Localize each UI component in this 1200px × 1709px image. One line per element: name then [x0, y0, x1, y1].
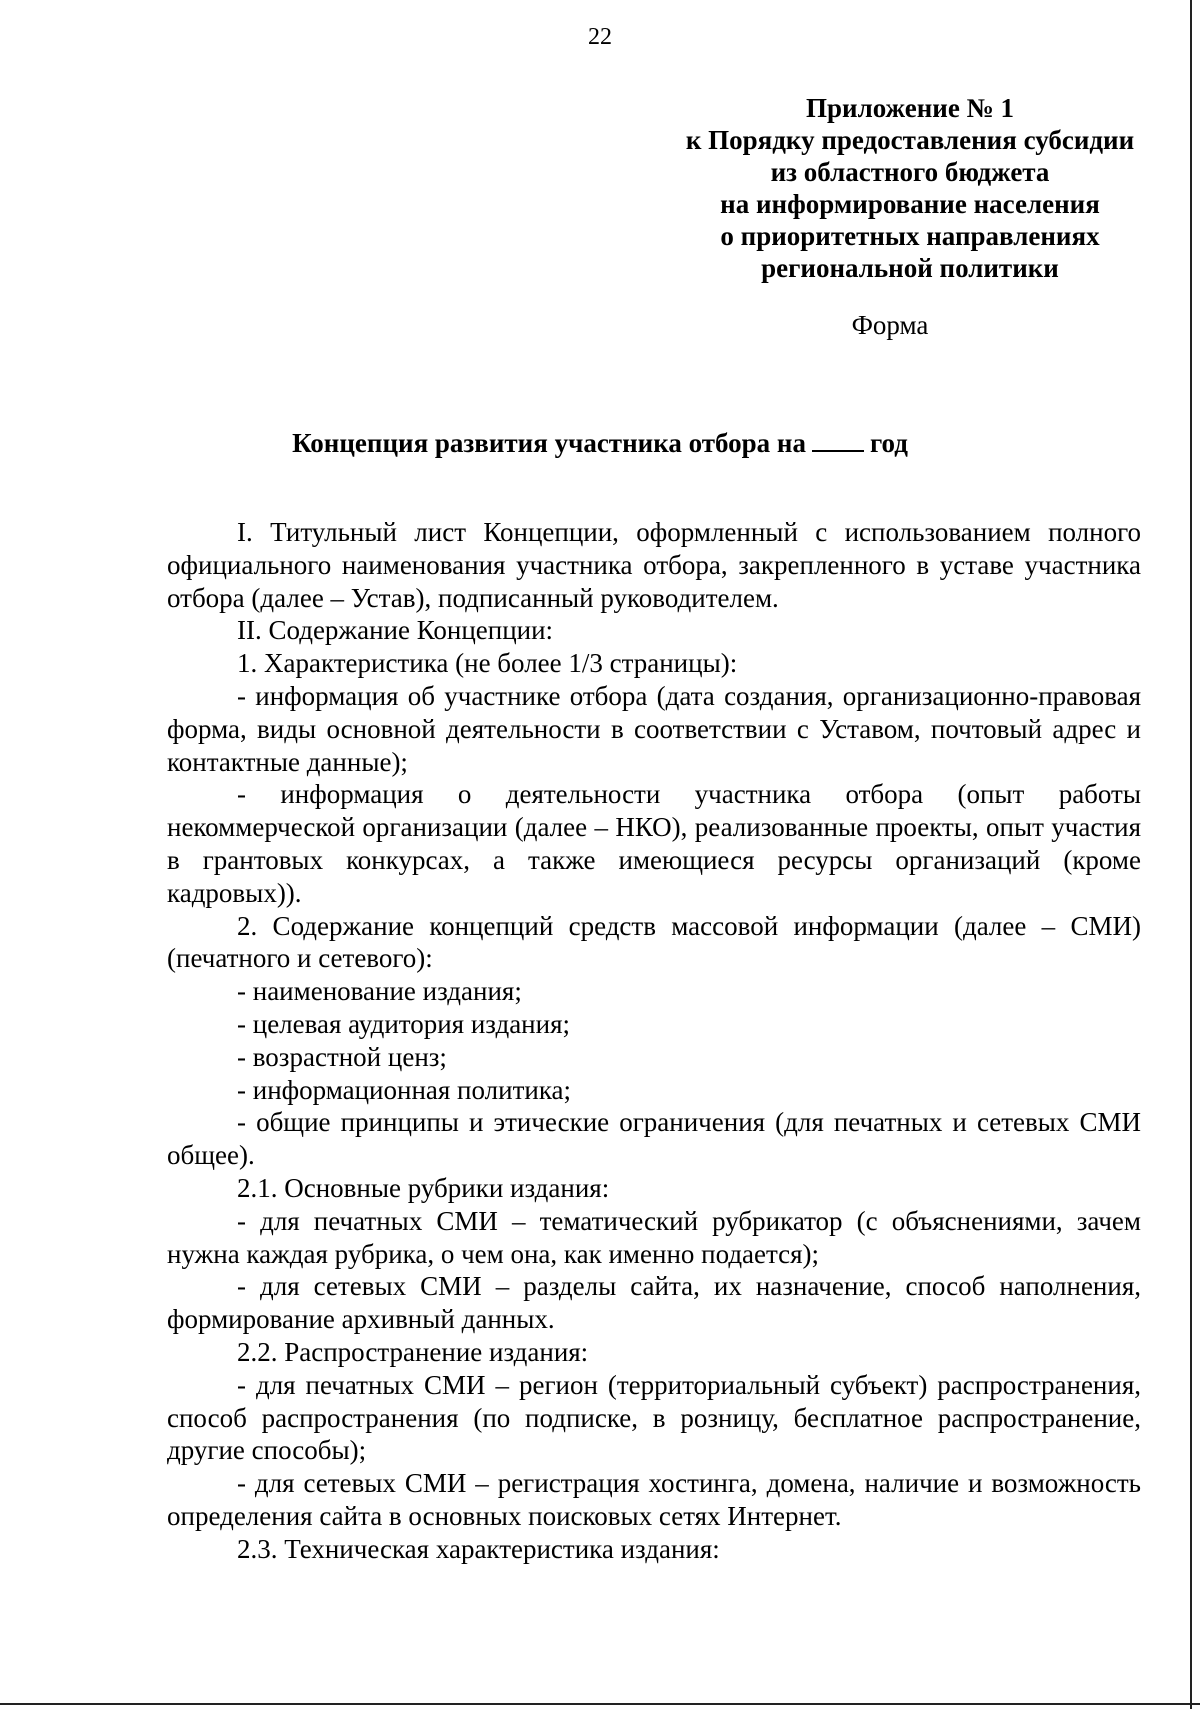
paragraph: 1. Характеристика (не более 1/3 страницы):: [237, 648, 738, 679]
paragraph: - общие принципы и этические ограничения (для печатных и сетевых СМИ общее).: [167, 1107, 1141, 1171]
title-suffix: год: [869, 428, 908, 458]
paragraph: - возрастной ценз;: [237, 1041, 447, 1072]
paragraph: - целевая аудитория издания;: [237, 1008, 571, 1039]
appendix-line: к Порядку предоставления субсидии: [685, 125, 1135, 155]
appendix-line: из областного бюджета: [770, 157, 1050, 187]
paragraph: 2.3. Техническая характеристика издания:: [237, 1533, 720, 1564]
paragraph: - для сетевых СМИ – разделы сайта, их назначение, способ наполнения, формирование архивный данных.: [167, 1271, 1141, 1335]
page-number: 22: [588, 24, 612, 50]
appendix-line: на информирование населения: [720, 189, 1100, 219]
appendix-line: региональной политики: [761, 253, 1059, 283]
paragraph: - для печатных СМИ – тематический рубрикатор (с объяснениями, зачем нужна каждая рубрика, о чем она, как именно подается);: [167, 1205, 1141, 1269]
year-blank-line: [812, 428, 864, 452]
document-title: [0, 428, 1200, 459]
paragraph: 2. Содержание концепций средств массовой информации (далее – СМИ) (печатного и сетевого):: [167, 910, 1141, 974]
title-text: Концепция развития участника отбора на: [292, 428, 806, 458]
paragraph: 2.2. Распространение издания:: [237, 1336, 589, 1367]
appendix-line: Приложение № 1: [806, 93, 1014, 123]
paragraph: - информационная политика;: [237, 1074, 572, 1105]
paragraph: - информация о деятельности участника отбора (опыт работы некоммерческой организации (далее – НКО), реализованные проекты, опыт участия в грантовых конкурсах, а также имеющиеся ресурсы организаций (кроме кадровых)).: [167, 779, 1141, 908]
form-label: Форма: [851, 310, 929, 340]
paragraph: II. Содержание Концепции:: [237, 615, 554, 646]
paragraph: - наименование издания;: [237, 976, 522, 1007]
paragraph: - для печатных СМИ – регион (территориальный субъект) распространения, способ распространения (по подписке, в розницу, бесплатное распространение, другие способы);: [167, 1369, 1141, 1466]
body-text: [167, 516, 1141, 1566]
paragraph: I. Титульный лист Концепции, оформленный с использованием полного официального наименования участника отбора, закрепленного в уставе участника отбора (далее – Устав), подписанный руководителем.: [167, 517, 1141, 613]
paragraph: - для сетевых СМИ – регистрация хостинга, домена, наличие и возможность определения сайта в основных поисковых сетях Интернет.: [167, 1468, 1141, 1531]
paragraph: 2.1. Основные рубрики издания:: [237, 1172, 610, 1203]
appendix-header: [650, 92, 1170, 284]
paragraph: - информация об участнике отбора (дата создания, организационно-правовая форма, виды основной деятельности в соответствии с Уставом, почтовый адрес и контактные данные);: [167, 680, 1141, 777]
scan-edge-bottom: [0, 1703, 1200, 1705]
scan-edge-right: [1190, 0, 1192, 1709]
appendix-line: о приоритетных направлениях: [720, 221, 1100, 251]
